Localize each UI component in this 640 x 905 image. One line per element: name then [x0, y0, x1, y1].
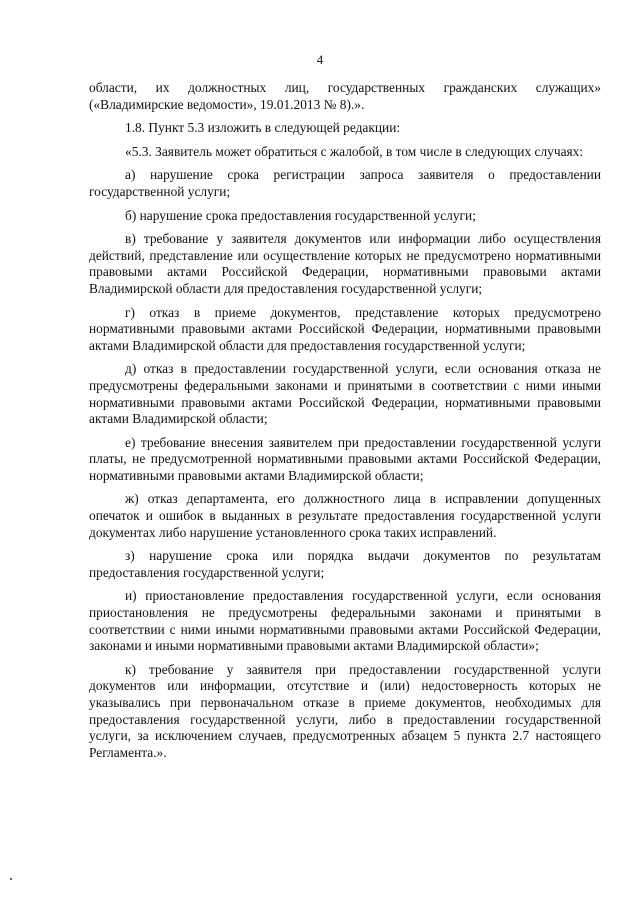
list-item-i: и) приостановление предоставления государственной услуги, если основания приостановления не предусмотрены федеральными законами и принятыми в соответствии с ними иными нормативными правовыми актами Российской Федерации, законами и иными нормативными правовыми актами Владимирской области»;: [89, 588, 601, 654]
scan-speck: [10, 878, 12, 880]
document-body: [89, 80, 601, 768]
paragraph-clause-1-8: 1.8. Пункт 5.3 изложить в следующей редакции:: [125, 120, 401, 136]
list-item-d: д) отказ в предоставлении государственной услуги, если основания отказа не предусмотрены федеральными законами и принятыми в соответствии с ними иными нормативными правовыми актами Российской Федерации, нормативными правовыми актами Владимирской области;: [89, 361, 601, 427]
list-item-v: в) требование у заявителя документов или информации либо осуществления действий, представление или осуществление которых не предусмотрено нормативными правовыми актами Российской Федерации, нормативными правовыми актами Владимирской области для предоставления государственной услуги;: [89, 231, 601, 296]
list-item-z: з) нарушение срока или порядка выдачи документов по результатам предоставления государственной услуги;: [89, 548, 601, 580]
page-number: 4: [316, 52, 324, 67]
list-item-a: а) нарушение срока регистрации запроса заявителя о предоставлении государственной услуги;: [89, 167, 601, 199]
list-item-zh: ж) отказ департамента, его должностного лица в исправлении допущенных опечаток и ошибок в выданных в результате предоставления государственной услуги документах либо нарушение установленного срока таких исправлений.: [89, 491, 601, 540]
paragraph-continuation: области, их должностных лиц, государственных гражданских служащих» («Владимирские ведомости», 19.01.2013 № 8).».: [89, 80, 601, 112]
list-item-e: е) требование внесения заявителем при предоставлении государственной услуги платы, не предусмотренной нормативными правовыми актами Российской Федерации, нормативными правовыми актами Владимирской области;: [89, 434, 601, 483]
list-item-g: г) отказ в приеме документов, представление которых предусмотрено нормативными правовыми актами Российской Федерации, нормативными правовыми актами Владимирской области для предоставления государственной услуги;: [89, 304, 601, 353]
list-item-k: к) требование у заявителя при предоставлении государственной услуги документов или информации, отсутствие и (или) недостоверность которых не указывались при первоначальном отказе в приеме документов, необходимых для предоставления государственной услуги, либо в предоставлении государственной услуги, за исключением случаев, предусмотренных абзацем 5 пункта 2.7 настоящего Регламента.».: [89, 661, 601, 760]
list-item-b: б) нарушение срока предоставления государственной услуги;: [125, 207, 476, 223]
paragraph-clause-5-3: «5.3. Заявитель может обратиться с жалобой, в том числе в следующих случаях:: [125, 143, 584, 159]
